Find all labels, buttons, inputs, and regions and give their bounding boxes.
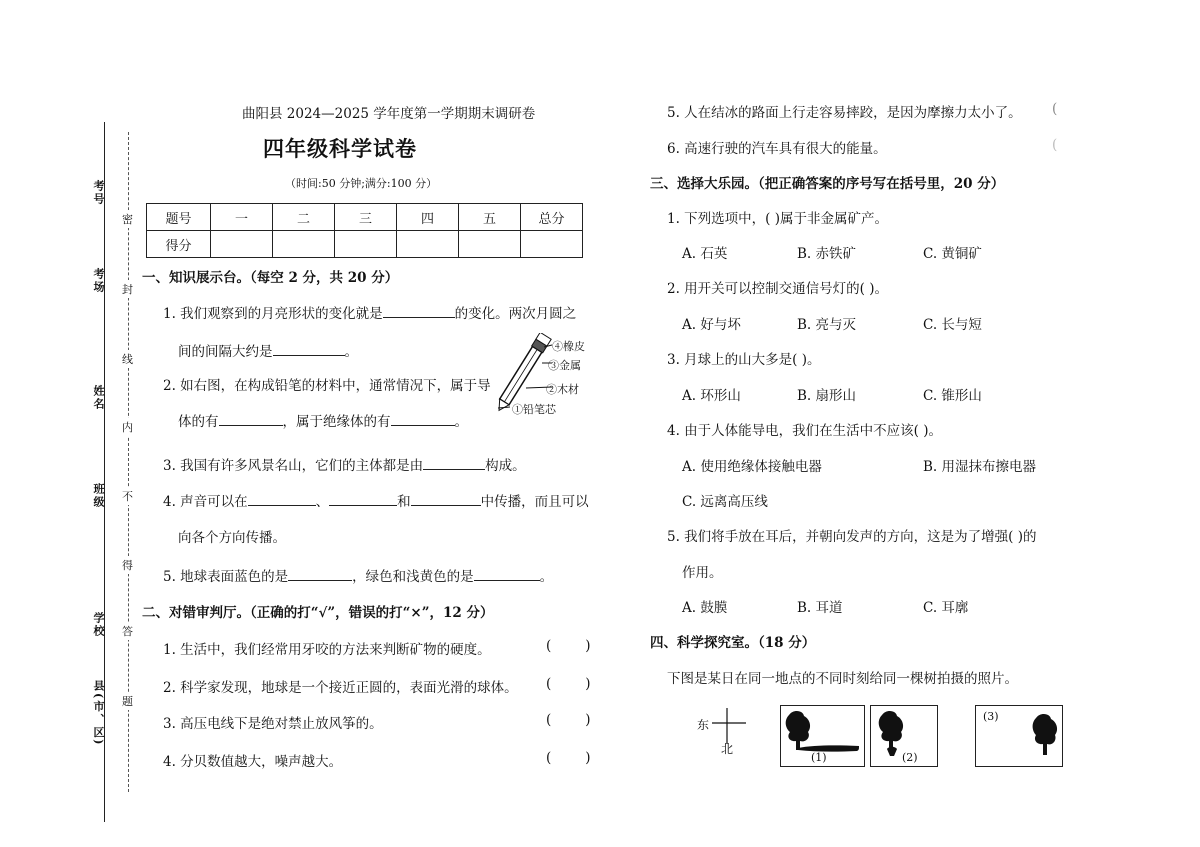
answer-blank[interactable] [329,493,397,506]
s3-q4-option[interactable]: C. 远离高压线 [682,494,768,510]
s1-q4-line2: 向各个方向传播。 [178,530,286,546]
s3-q1: 1. 下列选项中，( )属于非金属矿产。 [667,211,888,227]
score-head: 二 [273,204,335,231]
score-head: 一 [211,204,273,231]
score-head: 三 [335,204,397,231]
s1-q4-line1: 4. 声音可以在 、 和 中传播，而且可以 [163,494,589,510]
answer-blank[interactable] [391,413,455,426]
s3-q5-option[interactable]: A. 鼓膜 [682,600,728,616]
answer-paren[interactable]: ( ) [546,676,591,692]
score-table [146,203,583,258]
answer-paren[interactable]: ( ) [546,750,591,766]
answer-blank[interactable] [273,343,345,356]
s1-q1-line2: 间的间隔大约是 。 [178,344,358,360]
s2-q6: 6. 高速行驶的汽车具有很大的能量。 [667,141,887,157]
answer-blank[interactable] [411,493,481,506]
label-class: 班级 [92,483,105,509]
seal-char: 线 [122,350,133,368]
answer-blank[interactable] [248,493,316,506]
seal-char: 题 [122,692,133,710]
s3-q2-option[interactable]: C. 长与短 [923,317,982,333]
s3-q4-option[interactable]: B. 用湿抹布擦电器 [923,459,1037,475]
pencil-label-eraser: ④橡皮 [552,340,585,353]
answer-blank[interactable] [474,568,540,581]
s1-q5: 5. 地球表面蓝色的是 ，绿色和浅黄色的是 。 [163,569,554,585]
s3-q3: 3. 月球上的山大多是( )。 [667,352,821,368]
answer-blank[interactable] [288,568,352,581]
s3-q3-option[interactable]: B. 扇形山 [797,388,857,404]
s1-q3: 3. 我国有许多风景名山，它们的主体都是由 构成。 [163,458,526,474]
s2-q2: 2. 科学家发现，地球是一个接近正圆的，表面光滑的球体。 [163,680,518,696]
s2-q5: 5. 人在结冰的路面上行走容易摔跤，是因为摩擦力太小了。 [667,105,1022,121]
section-2-heading: 二、对错审判厅。（正确的打“√”，错误的打“×”，12 分） [142,605,494,621]
label-school: 学校 [92,612,105,638]
s3-q3-option[interactable]: A. 环形山 [682,388,741,404]
s3-q5-option[interactable]: B. 耳道 [797,600,843,616]
seal-char: 不 [122,487,133,505]
answer-paren[interactable]: ( ) [546,712,591,728]
score-cell: 得分 [147,231,211,258]
s3-q1-option[interactable]: C. 黄铜矿 [923,246,982,262]
s3-q1-option[interactable]: A. 石英 [682,246,728,262]
compass-north: 北 [721,742,734,756]
score-head: 四 [397,204,459,231]
score-head: 五 [459,204,521,231]
score-head: 题号 [147,204,211,231]
tree-photo-label: (3) [983,710,999,723]
section-4-heading: 四、科学探究室。（18 分） [650,635,816,651]
score-head: 总分 [521,204,583,231]
pencil-label-lead: ①铅笔芯 [512,403,556,416]
seal-char: 内 [122,418,133,436]
score-cell[interactable] [335,231,397,258]
seal-char: 答 [122,622,133,640]
s3-q2: 2. 用开关可以控制交通信号灯的( )。 [667,281,888,297]
seal-char: 密 [122,210,133,228]
s3-q5-line2: 作用。 [682,565,723,581]
s1-q2-line1: 2. 如右图，在构成铅笔的材料中，通常情况下，属于导 [163,378,491,394]
label-exam-number: 考号 [92,180,105,206]
county-exam-title: 曲阳县 2024—2025 学年度第一学期期末调研卷 [242,106,536,122]
score-cell[interactable] [273,231,335,258]
s2-q1: 1. 生活中，我们经常用牙咬的方法来判断矿物的硬度。 [163,642,491,658]
seal-char: 封 [122,280,133,298]
pencil-label-wood: ②木材 [546,383,579,396]
score-cell[interactable] [397,231,459,258]
tree-photo-label: (2) [902,751,918,764]
compass-east: 东 [697,718,710,732]
score-cell[interactable] [211,231,273,258]
s3-q1-option[interactable]: B. 赤铁矿 [797,246,857,262]
s3-q5-line1: 5. 我们将手放在耳后，并朝向发声的方向，这是为了增强( )的 [667,529,1037,545]
s3-q3-option[interactable]: C. 锥形山 [923,388,982,404]
s2-q3: 3. 高压电线下是绝对禁止放风筝的。 [163,716,383,732]
section-1-heading: 一、知识展示台。（每空 2 分，共 20 分） [142,270,399,286]
s3-q4: 4. 由于人体能导电，我们在生活中不应该( )。 [667,423,942,439]
score-cell[interactable] [459,231,521,258]
label-exam-room: 考场 [92,268,105,294]
label-name: 姓名 [92,385,105,411]
page-title: 四年级科学试卷 [263,136,417,161]
section-3-heading: 三、选择大乐园。（把正确答案的序号写在括号里，20 分） [650,176,1005,192]
answer-paren[interactable]: ( ) [546,638,591,654]
answer-paren[interactable]: ( [1052,101,1058,117]
answer-paren[interactable]: ( [1052,137,1058,153]
exam-subtitle: （时间:50 分钟;满分:100 分） [285,177,438,190]
seal-char: 得 [122,556,133,574]
s3-q2-option[interactable]: B. 亮与灭 [797,317,857,333]
s3-q2-option[interactable]: A. 好与坏 [682,317,741,333]
answer-blank[interactable] [423,457,485,470]
s3-q4-option[interactable]: A. 使用绝缘体接触电器 [682,459,822,475]
pencil-label-metal: ③金属 [548,359,581,372]
answer-blank[interactable] [219,413,283,426]
score-cell[interactable] [521,231,583,258]
label-county: 县(市、区) [92,680,105,747]
s1-q2-line2: 体的有 ，属于绝缘体的有 。 [178,414,468,430]
tree-photo-label: (1) [811,751,827,764]
s1-q1-line1: 1. 我们观察到的月亮形状的变化就是 的变化。两次月圆之 [163,306,577,322]
s4-intro: 下图是某日在同一地点的不同时刻给同一棵树拍摄的照片。 [667,671,1018,687]
answer-blank[interactable] [383,305,455,318]
s2-q4: 4. 分贝数值越大，噪声越大。 [163,754,343,770]
s3-q5-option[interactable]: C. 耳廓 [923,600,969,616]
